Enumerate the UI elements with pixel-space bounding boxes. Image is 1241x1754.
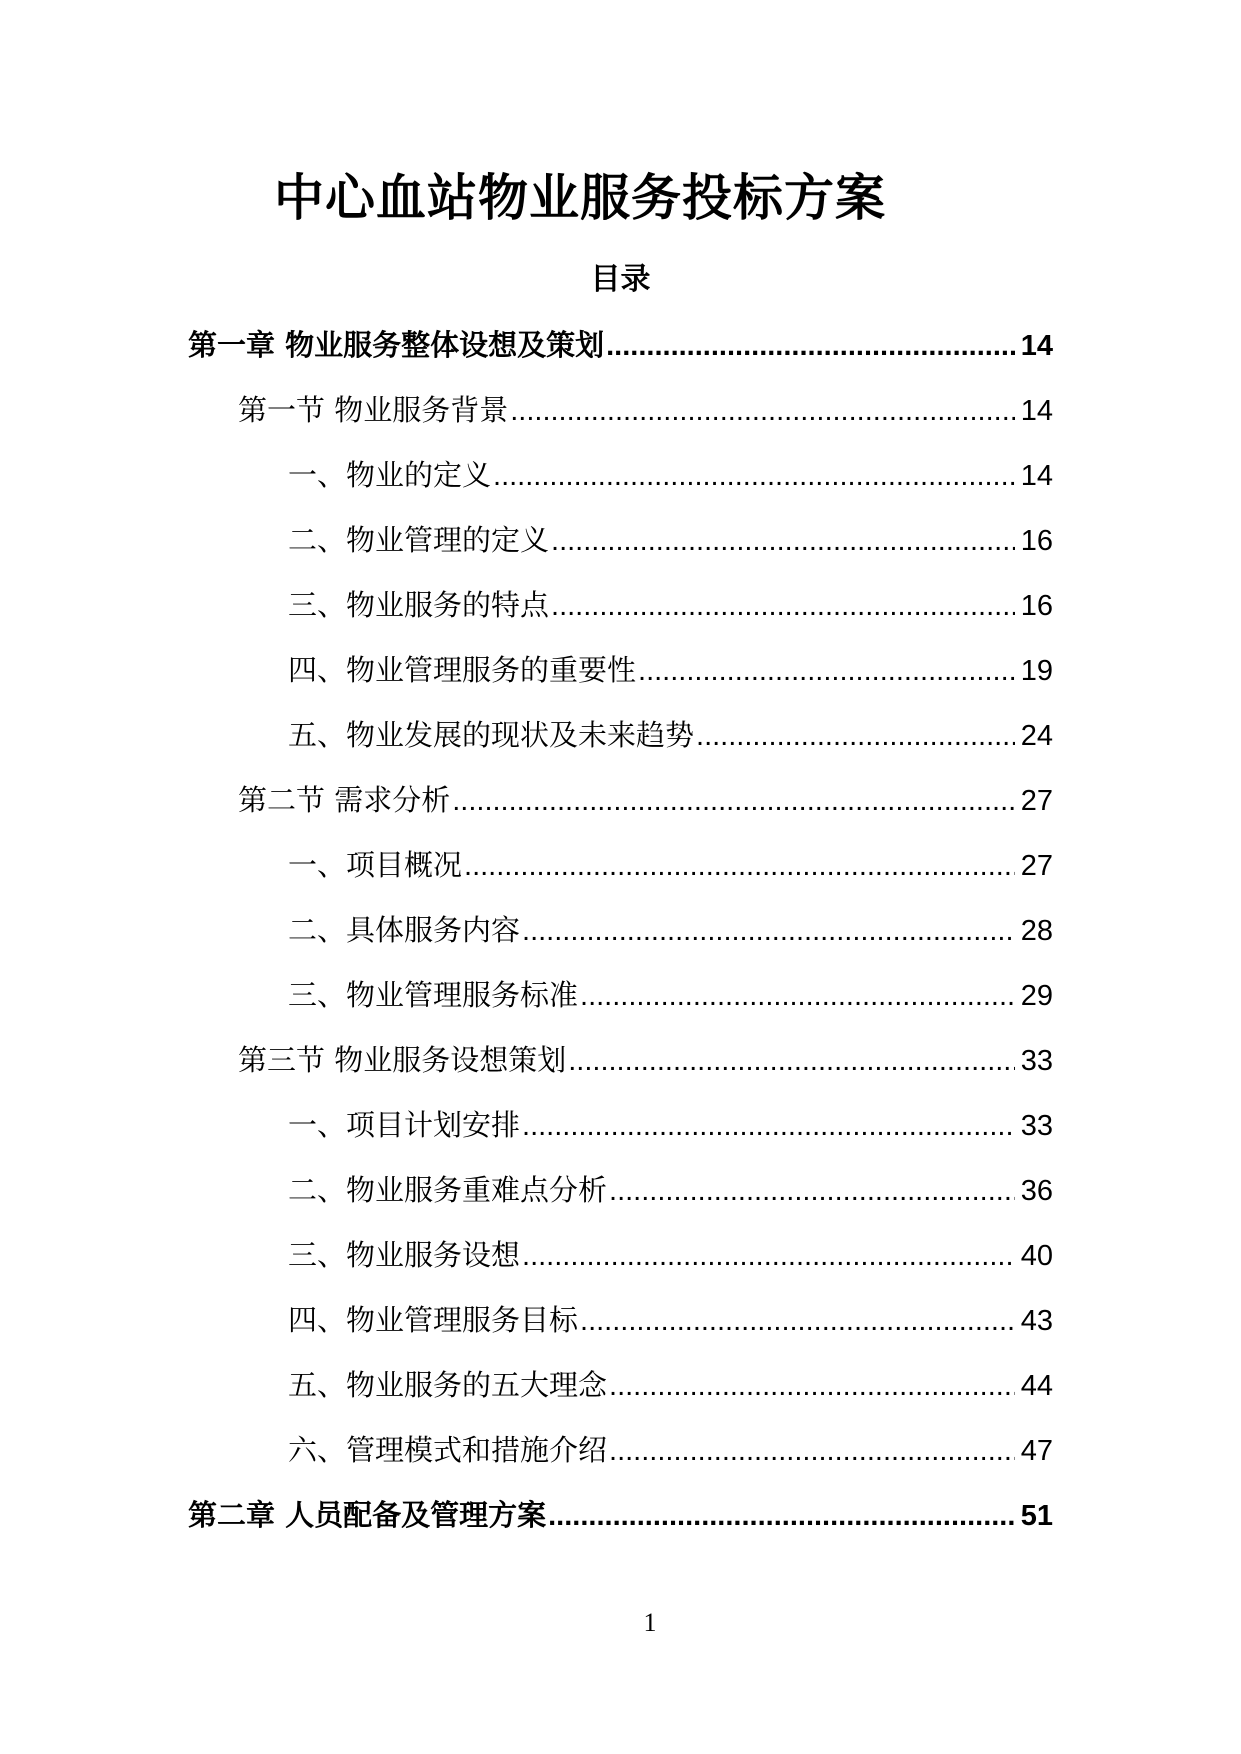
toc-entry-page: 27	[1020, 785, 1053, 817]
toc-entry-page: 16	[1020, 525, 1053, 557]
toc-leader-dots	[551, 589, 1015, 623]
toc-entry-item[interactable]	[0, 1173, 1053, 1238]
toc-entry-page: 44	[1020, 1370, 1053, 1402]
toc-leader-dots	[493, 459, 1015, 493]
toc-entry-label: 六、管理模式和措施介绍	[288, 1433, 608, 1467]
toc-entry-item[interactable]	[0, 458, 1053, 523]
toc-entry-chapter-2[interactable]	[0, 1498, 1053, 1563]
toc-entry-page: 19	[1020, 655, 1053, 687]
toc-entry-page: 33	[1020, 1045, 1053, 1077]
toc-heading: 目录	[590, 262, 651, 297]
toc-entry-item[interactable]	[0, 978, 1053, 1043]
toc-leader-dots	[522, 914, 1015, 948]
toc-entry-item[interactable]	[0, 653, 1053, 718]
page-number: 1	[643, 1608, 657, 1637]
toc-entry-label: 四、物业管理服务的重要性	[288, 653, 637, 687]
toc-leader-dots	[638, 654, 1015, 688]
toc-entry-page: 43	[1020, 1305, 1053, 1337]
toc-entry-item[interactable]	[0, 1368, 1053, 1433]
toc-entry-label: 三、物业服务设想	[288, 1238, 521, 1272]
toc-entry-page: 29	[1020, 980, 1053, 1012]
toc-entry-chapter-1[interactable]	[0, 328, 1053, 393]
toc-entry-item[interactable]	[0, 1303, 1053, 1368]
toc-entry-page: 33	[1020, 1110, 1053, 1142]
toc-entry-item[interactable]	[0, 1108, 1053, 1173]
toc-entry-section-1[interactable]	[0, 393, 1053, 458]
toc-entry-section-3[interactable]	[0, 1043, 1053, 1108]
toc-entry-item[interactable]	[0, 1238, 1053, 1303]
toc-entry-label: 一、物业的定义	[288, 458, 492, 492]
toc-leader-dots	[510, 394, 1015, 428]
toc-entry-page: 36	[1020, 1175, 1053, 1207]
toc-entry-label: 第三节 物业服务设想策划	[238, 1043, 567, 1077]
toc-entry-item[interactable]	[0, 848, 1053, 913]
toc-entry-page: 40	[1020, 1240, 1053, 1272]
toc-entry-page: 47	[1020, 1435, 1053, 1467]
toc-entry-label: 三、物业服务的特点	[288, 588, 550, 622]
toc-leader-dots	[522, 1239, 1015, 1273]
toc-entry-page: 51	[1020, 1500, 1053, 1532]
toc-leader-dots	[609, 1174, 1015, 1208]
toc-leader-dots	[452, 784, 1015, 818]
toc-entry-page: 24	[1020, 720, 1053, 752]
toc-entry-page: 28	[1020, 915, 1053, 947]
toc-leader-dots	[609, 1369, 1015, 1403]
toc-leader-dots	[548, 1499, 1015, 1533]
toc-entry-page: 27	[1020, 850, 1053, 882]
toc-entry-page: 14	[1020, 395, 1053, 427]
toc-entry-page: 14	[1020, 460, 1053, 492]
toc-entry-section-2[interactable]	[0, 783, 1053, 848]
toc-entry-page: 16	[1020, 590, 1053, 622]
toc-leader-dots	[464, 849, 1015, 883]
toc-entry-label: 一、项目概况	[288, 848, 463, 882]
toc-leader-dots	[551, 524, 1015, 558]
toc-entry-label: 第二节 需求分析	[238, 783, 451, 817]
toc-leader-dots	[580, 979, 1015, 1013]
toc-leader-dots	[580, 1304, 1015, 1338]
toc-entry-label: 四、物业管理服务目标	[288, 1303, 579, 1337]
toc-entry-label: 五、物业服务的五大理念	[288, 1368, 608, 1402]
toc-entry-label: 五、物业发展的现状及未来趋势	[288, 718, 695, 752]
toc-leader-dots	[696, 719, 1015, 753]
document-title: 中心血站物业服务投标方案	[274, 169, 886, 227]
toc-entry-label: 二、物业服务重难点分析	[288, 1173, 608, 1207]
toc-entry-item[interactable]	[0, 718, 1053, 783]
toc-entry-item[interactable]	[0, 913, 1053, 978]
toc-entry-label: 第一节 物业服务背景	[238, 393, 509, 427]
toc-entry-label: 一、项目计划安排	[288, 1108, 521, 1142]
toc-entry-item[interactable]	[0, 588, 1053, 653]
toc-entry-label: 三、物业管理服务标准	[288, 978, 579, 1012]
toc-entry-page: 14	[1020, 330, 1053, 362]
toc-entry-item[interactable]	[0, 523, 1053, 588]
toc-entry-label: 二、具体服务内容	[288, 913, 521, 947]
toc-entry-item[interactable]	[0, 1433, 1053, 1498]
toc-entry-label: 第二章 人员配备及管理方案	[188, 1498, 547, 1532]
toc-entry-label: 二、物业管理的定义	[288, 523, 550, 557]
toc-leader-dots	[522, 1109, 1015, 1143]
toc-entry-label: 第一章 物业服务整体设想及策划	[188, 328, 605, 362]
toc-leader-dots	[568, 1044, 1015, 1078]
table-of-contents	[0, 328, 1241, 1563]
toc-leader-dots	[609, 1434, 1015, 1468]
toc-leader-dots	[606, 329, 1015, 363]
